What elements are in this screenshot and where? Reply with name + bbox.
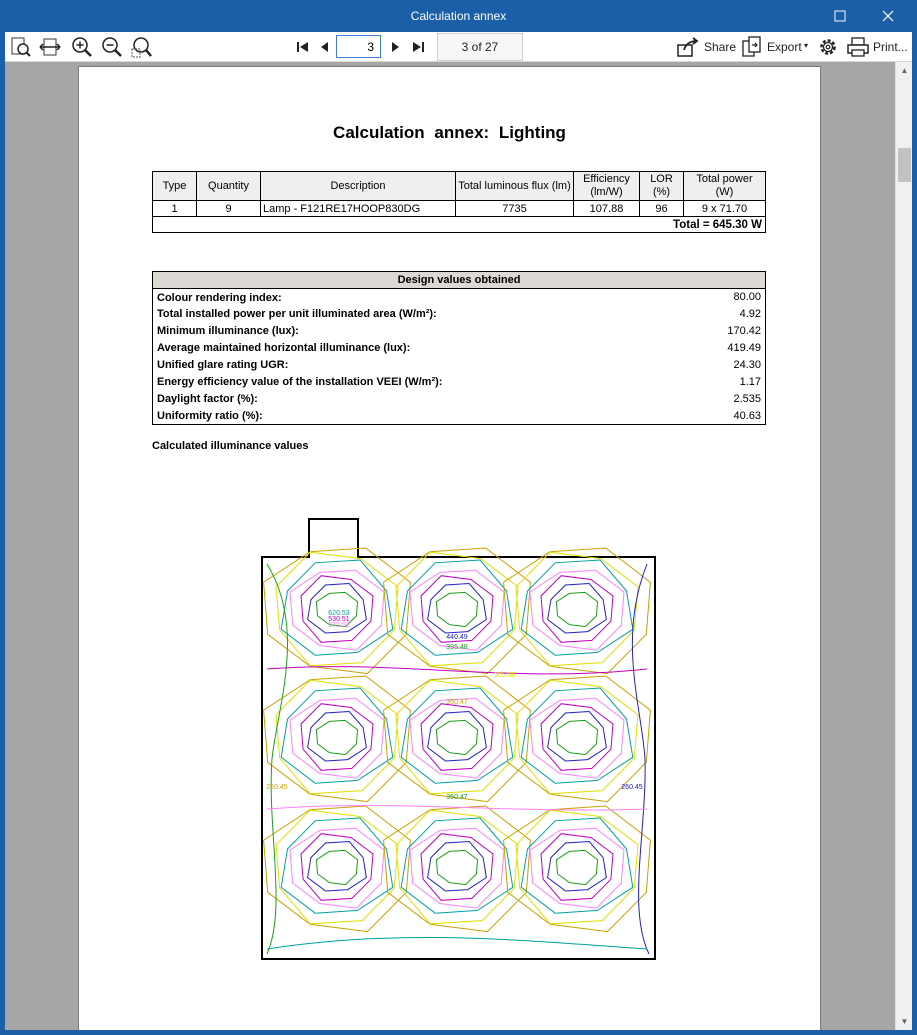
design-value: 40.63 — [733, 409, 761, 422]
contour-line — [556, 592, 597, 626]
lamp-efficiency-cell: 107.88 — [574, 201, 640, 217]
contour-line — [276, 680, 398, 794]
zoom-out-button[interactable] — [100, 35, 124, 59]
contour-line — [267, 937, 647, 949]
close-icon — [882, 10, 894, 22]
document-title: Calculation annex: Lighting — [333, 123, 566, 142]
next-page-icon — [383, 35, 407, 59]
design-value: 80.00 — [733, 291, 761, 304]
table-row — [153, 357, 766, 374]
lamp-col-lor: LOR (%) — [640, 172, 684, 201]
fit-width-button[interactable] — [38, 35, 62, 59]
table-row — [153, 306, 766, 323]
design-label: Uniformity ratio (%): — [157, 409, 263, 422]
contour-line — [530, 570, 624, 650]
illuminance-contour-plot — [247, 509, 667, 969]
table-row — [153, 340, 766, 357]
page-number-input[interactable] — [336, 35, 381, 58]
contour-value-label: 440.49 — [446, 634, 468, 641]
scroll-up-icon[interactable]: ▲ — [900, 66, 909, 75]
design-value: 2.535 — [733, 393, 761, 405]
contour-line — [267, 564, 287, 954]
contour-line — [516, 552, 638, 666]
design-value: 4.92 — [739, 308, 761, 320]
contour-value-label: 620.53 — [328, 610, 350, 617]
contour-line — [516, 680, 638, 794]
next-page-button[interactable] — [383, 35, 407, 59]
contour-value-label: 350.47 — [446, 699, 468, 706]
design-values-header: Design values obtained — [153, 272, 766, 289]
export-icon-button[interactable] — [740, 35, 764, 59]
contour-line — [436, 592, 477, 626]
contour-line — [316, 850, 357, 884]
lamp-col-quantity: Quantity — [197, 172, 261, 201]
contour-line — [276, 810, 398, 924]
lamp-col-description: Description — [261, 172, 456, 201]
print-icon-button[interactable] — [846, 35, 870, 59]
page-count: 3 of 27 — [437, 33, 523, 61]
contour-line — [436, 850, 477, 884]
last-page-button[interactable] — [406, 35, 430, 59]
lamp-description-cell: Lamp - F121RE17HOOP830DG — [261, 201, 456, 217]
table-row — [153, 391, 766, 408]
contour-value-label: 350.47 — [446, 794, 468, 801]
first-page-icon — [291, 35, 315, 59]
lamp-col-efficiency: Efficiency (lm/W) — [574, 172, 640, 201]
contour-value-label: 305.46 — [494, 672, 516, 679]
contour-line — [290, 698, 384, 778]
contour-line — [290, 828, 384, 908]
room-outline — [262, 519, 655, 959]
contour-line — [436, 720, 477, 754]
table-row — [153, 323, 766, 340]
contour-line — [516, 810, 638, 924]
contour-line — [504, 676, 651, 802]
table-row — [153, 374, 766, 391]
contour-value-label: 395.48 — [446, 644, 468, 651]
design-value: 170.42 — [727, 325, 761, 337]
contour-value-label: 575.52 — [328, 622, 350, 629]
design-label: Average maintained horizontal illuminance (lux): — [157, 342, 411, 354]
design-label: Total installed power per unit illuminated area (W/m²): — [157, 308, 437, 320]
contour-line — [410, 698, 504, 778]
zoom-out-icon — [100, 35, 124, 59]
share-icon — [676, 35, 700, 59]
export-dropdown-icon[interactable]: ▾ — [804, 41, 809, 50]
vertical-scrollbar[interactable] — [895, 62, 912, 1030]
contour-line — [264, 806, 411, 932]
table-row — [153, 408, 766, 425]
design-label: Colour rendering index: — [157, 292, 282, 305]
settings-button[interactable] — [816, 35, 840, 59]
design-values-table — [152, 271, 766, 425]
lamp-flux-cell: 7735 — [456, 201, 574, 217]
design-value: 1.17 — [739, 376, 761, 388]
design-value: 419.49 — [727, 342, 761, 354]
contour-line — [384, 548, 531, 674]
contour-line — [504, 548, 651, 674]
lamp-power-cell: 9 x 71.70 — [684, 201, 766, 217]
contour-line — [396, 680, 518, 794]
lamp-table-header-row — [153, 172, 766, 201]
contour-line — [530, 698, 624, 778]
previous-page-icon — [313, 35, 337, 59]
design-label: Daylight factor (%): — [157, 393, 258, 405]
contour-line — [410, 828, 504, 908]
contour-line — [384, 806, 531, 932]
contour-line — [556, 720, 597, 754]
table-row — [153, 201, 766, 217]
share-icon-button[interactable] — [676, 35, 700, 59]
contour-line — [530, 828, 624, 908]
lamp-table — [152, 171, 766, 233]
title-bar — [0, 0, 917, 32]
maximize-icon — [834, 10, 846, 22]
lamp-col-type: Type — [153, 172, 197, 201]
fit-page-icon — [9, 35, 33, 59]
zoom-area-icon — [130, 35, 154, 59]
contour-value-label: 260.45 — [621, 784, 643, 791]
contour-line — [556, 850, 597, 884]
export-icon — [740, 35, 764, 59]
lamp-lor-cell: 96 — [640, 201, 684, 217]
previous-page-button[interactable] — [313, 35, 337, 59]
zoom-in-button[interactable] — [70, 35, 94, 59]
contour-line — [276, 552, 398, 666]
design-label: Minimum illuminance (lux): — [157, 325, 299, 337]
lamp-col-power: Total power (W) — [684, 172, 766, 201]
printer-icon — [846, 35, 870, 59]
contour-value-label: 530.51 — [328, 616, 350, 623]
contour-value-label: 260.45 — [266, 784, 288, 791]
contour-line — [396, 810, 518, 924]
close-button[interactable] — [866, 0, 910, 32]
document-viewer[interactable] — [5, 62, 912, 1030]
calculated-illuminance-heading: Calculated illuminance values — [152, 440, 309, 452]
export-button[interactable]: Export — [767, 40, 802, 54]
gear-icon — [816, 35, 840, 59]
document-page — [78, 66, 821, 1030]
window-title: Calculation annex — [410, 9, 507, 23]
zoom-area-button[interactable] — [130, 35, 154, 59]
toolbar — [5, 32, 912, 62]
contour-line — [504, 806, 651, 932]
contour-line — [264, 676, 411, 802]
last-page-icon — [406, 35, 430, 59]
lamp-total-row — [153, 217, 766, 233]
contour-line — [316, 720, 357, 754]
lamp-type-cell: 1 — [153, 201, 197, 217]
scroll-down-icon[interactable]: ▼ — [900, 1017, 909, 1026]
design-label: Unified glare rating UGR: — [157, 359, 289, 371]
print-button[interactable]: Print... — [873, 40, 908, 54]
maximize-button[interactable] — [818, 0, 862, 32]
table-row — [153, 289, 766, 306]
contour-line — [384, 676, 531, 802]
lamp-total-cell: Total = 645.30 W — [153, 217, 766, 233]
design-label: Energy efficiency value of the installation VEEI (W/m²): — [157, 376, 443, 388]
lamp-quantity-cell: 9 — [197, 201, 261, 217]
scrollbar-thumb[interactable] — [898, 148, 911, 182]
share-button[interactable]: Share — [704, 40, 737, 54]
design-value: 24.30 — [733, 359, 761, 371]
zoom-in-icon — [70, 35, 94, 59]
lamp-col-flux: Total luminous flux (lm) — [456, 172, 574, 201]
first-page-button[interactable] — [291, 35, 315, 59]
fit-width-icon — [38, 35, 62, 59]
fit-page-button[interactable] — [9, 35, 33, 59]
